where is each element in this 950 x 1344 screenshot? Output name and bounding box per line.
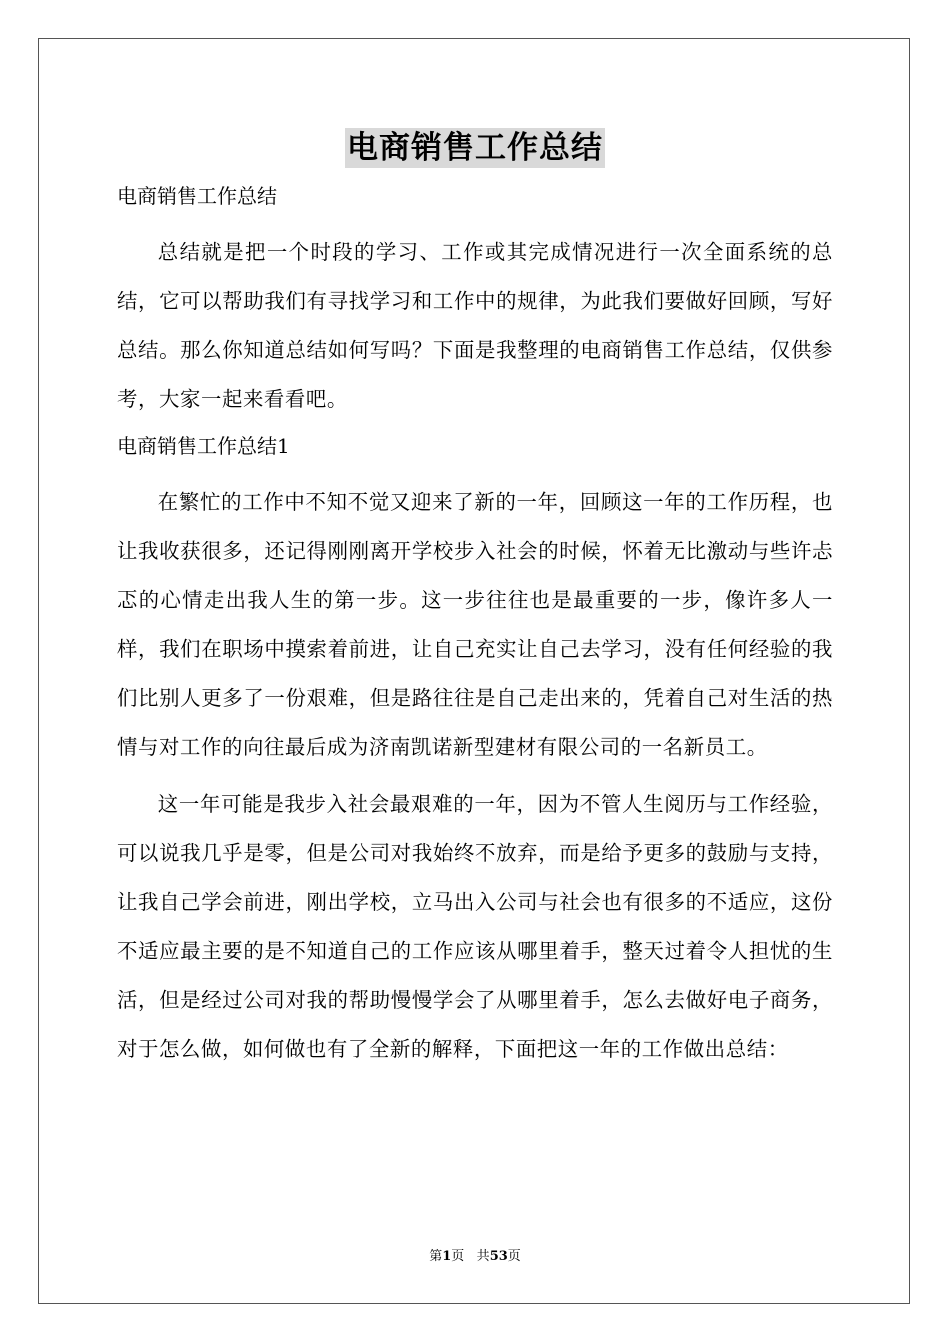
title-wrap — [117, 128, 833, 168]
document-subtitle: 电商销售工作总结 — [117, 184, 277, 208]
document-title: 电商销售工作总结 — [347, 130, 603, 166]
section-1-paragraph-2: 这一年可能是我步入社会最艰难的一年，因为不管人生阅历与工作经验，可以说我几乎是零，但是公司对我始终不放弃，而是给予更多的鼓励与支持，让我自己学会前进，刚出学校，立马出入公司与社会也有很多的不适应，这份不适应最主要的是不知道自己的工作应该从哪里着手，整天过着令人担忧的生活，但是经过公司对我的帮助慢慢学会了从哪里着手，怎么去做好电子商务，对于怎么做，如何做也有了全新的解释，下面把这一年的工作做出总结： — [117, 792, 833, 1061]
section-1-paragraph-1: 在繁忙的工作中不知不觉又迎来了新的一年，回顾这一年的工作历程，也让我收获很多，还记得刚刚离开学校步入社会的时候，怀着无比激动与些许忐忑的心情走出我人生的第一步。这一步往往也是最重要的一步，像许多人一样，我们在职场中摸索着前进，让自己充实让自己去学习，没有任何经验的我们比别人更多了一份艰难，但是路往往是自己走出来的，凭着自己对生活的热情与对工作的向往最后成为济南凯诺新型建材有限公司的一名新员工。 — [117, 490, 833, 759]
footer-page-current: 1 — [442, 1249, 452, 1264]
section-heading-1: 电商销售工作总结1 — [117, 434, 290, 458]
intro-paragraph: 总结就是把一个时段的学习、工作或其完成情况进行一次全面系统的总结，它可以帮助我们有寻找学习和工作中的规律，为此我们要做好回顾，写好总结。那么你知道总结如何写吗？下面是我整理的电商销售工作总结，仅供参考，大家一起来看看吧。 — [117, 240, 833, 411]
footer-total-prefix: 共 — [476, 1249, 490, 1264]
page-footer — [0, 1248, 950, 1266]
footer-page-unit: 页 — [451, 1249, 465, 1264]
footer-page-total: 53 — [489, 1249, 508, 1264]
document-body — [117, 128, 833, 1075]
footer-total-unit: 页 — [507, 1249, 521, 1264]
footer-page-prefix: 第 — [429, 1249, 443, 1264]
